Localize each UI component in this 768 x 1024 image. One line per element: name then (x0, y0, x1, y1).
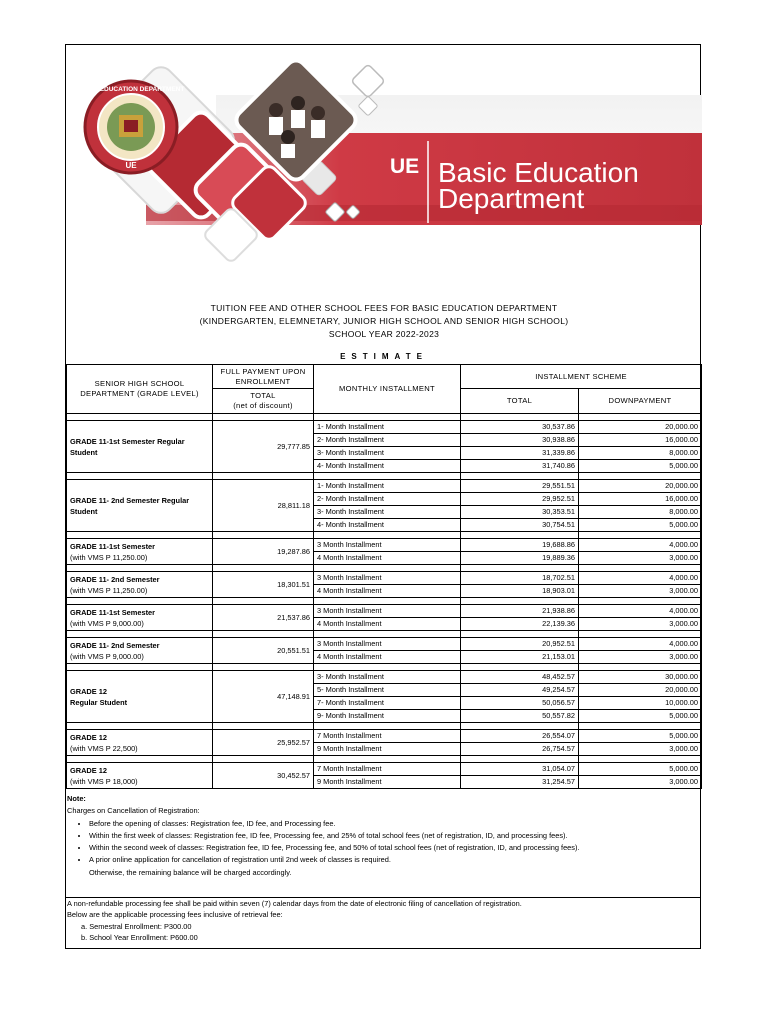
dept-line1: Basic Education (438, 157, 639, 188)
group-spacer (67, 598, 702, 605)
spacer-cell (213, 414, 314, 421)
downpayment-amount: 5,000.00 (579, 730, 702, 743)
downpayment-amount: 5,000.00 (579, 710, 702, 723)
downpayment-amount: 30,000.00 (579, 671, 702, 684)
spacer-cell (213, 532, 314, 539)
full-payment-total: 19,287.86 (213, 539, 314, 565)
spacer-cell (67, 565, 213, 572)
notes-list (67, 818, 697, 867)
installment-plan: 1- Month Installment (314, 480, 461, 493)
spacer-cell (314, 631, 461, 638)
header-downpayment: DOWNPAYMENT (579, 389, 702, 414)
table-row (67, 480, 702, 493)
installment-plan: 4 Month Installment (314, 552, 461, 565)
spacer-cell (213, 664, 314, 671)
header-banner (66, 55, 702, 275)
downpayment-amount: 8,000.00 (579, 447, 702, 460)
grade-level-name: GRADE 11-1st Semester (70, 541, 156, 551)
downpayment-amount: 3,000.00 (579, 651, 702, 664)
grade-level-cell (67, 605, 213, 631)
installment-plan: 4- Month Installment (314, 460, 461, 473)
full-payment-total: 20,551.51 (213, 638, 314, 664)
downpayment-amount: 4,000.00 (579, 638, 702, 651)
title-line2: (KINDERGARTEN, ELEMNETARY, JUNIOR HIGH SCHOOL AND SENIOR HIGH SCHOOL) (199, 316, 569, 326)
downpayment-amount: 3,000.00 (579, 552, 702, 565)
estimate-label: ESTIMATE (340, 352, 428, 361)
grade-level-name: GRADE 12 (70, 732, 107, 742)
spacer-cell (213, 473, 314, 480)
installment-total: 19,889.36 (461, 552, 579, 565)
note-label: Note: (67, 794, 86, 803)
cancellation-notes (67, 793, 697, 879)
processing-fee-section (67, 898, 697, 943)
group-spacer (67, 414, 702, 421)
spacer-cell (67, 473, 213, 480)
grade-level-sub: (with VMS P 9,000.00) (70, 651, 144, 661)
grade-level-sub: Regular Student (70, 697, 128, 707)
downpayment-amount: 3,000.00 (579, 618, 702, 631)
full-payment-total: 47,148.91 (213, 671, 314, 723)
grade-level-sub: (with VMS P 18,000) (70, 776, 138, 786)
spacer-cell (314, 723, 461, 730)
grade-level-name: GRADE 11-1st Semester Regular Student (70, 436, 185, 457)
installment-plan: 1- Month Installment (314, 421, 461, 434)
note-item: • Within the second week of classes: Registration fee, ID fee, Processing fee, and 50% of total school fees (net of registration, ID, and processing fees). (89, 842, 697, 854)
installment-plan: 4 Month Installment (314, 651, 461, 664)
installment-total: 26,754.57 (461, 743, 579, 756)
downpayment-amount: 20,000.00 (579, 684, 702, 697)
spacer-cell (579, 565, 702, 572)
grade-level-name: GRADE 11- 2nd Semester Regular Student (70, 495, 190, 516)
ue-mark: UE (390, 155, 420, 178)
note-item: • Within the first week of classes: Registration fee, ID fee, Processing fee, and 25% of total school fees (net of registration, ID, and processing fees). (89, 830, 697, 842)
header-total-net (213, 389, 314, 414)
installment-plan: 3- Month Installment (314, 447, 461, 460)
grade-level-cell (67, 572, 213, 598)
note-item: • Before the opening of classes: Registration fee, ID fee, and Processing fee. (89, 818, 697, 830)
downpayment-amount: 4,000.00 (579, 539, 702, 552)
group-spacer (67, 723, 702, 730)
downpayment-amount: 5,000.00 (579, 763, 702, 776)
installment-total: 29,952.51 (461, 493, 579, 506)
grade-level-cell (67, 421, 213, 473)
grade-level-cell (67, 539, 213, 565)
grade-level-name: GRADE 11-1st Semester (70, 607, 156, 617)
grade-level-sub: (with VMS P 11,250.00) (70, 585, 148, 595)
downpayment-amount: 20,000.00 (579, 480, 702, 493)
installment-plan: 9- Month Installment (314, 710, 461, 723)
grade-level-name: GRADE 12 (70, 686, 107, 696)
table-row (67, 605, 702, 618)
spacer-cell (314, 473, 461, 480)
installment-total: 31,339.86 (461, 447, 579, 460)
note-item: • A prior online application for cancellation of registration until 2nd week of classes is required. (89, 854, 697, 866)
installment-total: 19,688.86 (461, 539, 579, 552)
spacer-cell (579, 723, 702, 730)
installment-total: 18,702.51 (461, 572, 579, 585)
installment-plan: 3 Month Installment (314, 605, 461, 618)
installment-plan: 4 Month Installment (314, 618, 461, 631)
charges-label: Charges on Cancellation of Registration: (67, 806, 200, 816)
installment-plan: 3 Month Installment (314, 572, 461, 585)
grade-level-name: GRADE 11- 2nd Semester (70, 574, 160, 584)
installment-total: 30,754.51 (461, 519, 579, 532)
spacer-cell (213, 723, 314, 730)
spacer-cell (461, 598, 579, 605)
spacer-cell (461, 631, 579, 638)
group-spacer (67, 473, 702, 480)
installment-plan: 7 Month Installment (314, 730, 461, 743)
table-row (67, 638, 702, 651)
full-payment-total: 21,537.86 (213, 605, 314, 631)
spacer-cell (579, 414, 702, 421)
spacer-cell (461, 565, 579, 572)
banner-graphic (66, 55, 702, 275)
installment-plan: 9 Month Installment (314, 776, 461, 789)
spacer-cell (461, 664, 579, 671)
installment-plan: 4 Month Installment (314, 585, 461, 598)
installment-total: 22,139.36 (461, 618, 579, 631)
downpayment-amount: 10,000.00 (579, 697, 702, 710)
spacer-cell (213, 598, 314, 605)
installment-total: 50,056.57 (461, 697, 579, 710)
grade-level-sub: (with VMS P 22,500) (70, 743, 138, 753)
group-spacer (67, 631, 702, 638)
full-payment-total: 30,452.57 (213, 763, 314, 789)
installment-plan: 7- Month Installment (314, 697, 461, 710)
installment-plan: 3 Month Installment (314, 638, 461, 651)
downpayment-amount: 20,000.00 (579, 421, 702, 434)
document-titles (66, 302, 702, 341)
processing-item-a: a. Semestral Enrollment: P300.00 (81, 921, 192, 931)
installment-plan: 3- Month Installment (314, 671, 461, 684)
group-spacer (67, 664, 702, 671)
spacer-cell (314, 664, 461, 671)
table-row (67, 539, 702, 552)
spacer-cell (461, 723, 579, 730)
installment-total: 18,903.01 (461, 585, 579, 598)
table-row (67, 763, 702, 776)
spacer-cell (461, 532, 579, 539)
processing-line1: A non-refundable processing fee shall be paid within seven (7) calendar days from the date of electronic filing of cancellation of registration. (67, 899, 522, 908)
downpayment-amount: 16,000.00 (579, 434, 702, 447)
spacer-cell (213, 631, 314, 638)
grade-level-cell (67, 671, 213, 723)
downpayment-amount: 8,000.00 (579, 506, 702, 519)
header-scheme: INSTALLMENT SCHEME (461, 365, 702, 389)
spacer-cell (67, 631, 213, 638)
spacer-cell (67, 664, 213, 671)
processing-item-b: b. School Year Enrollment: P600.00 (81, 932, 198, 942)
dept-line2: Department (438, 183, 585, 214)
table-row (67, 671, 702, 684)
spacer-cell (579, 631, 702, 638)
spacer-cell (314, 756, 461, 763)
spacer-cell (461, 756, 579, 763)
title-line3: SCHOOL YEAR 2022-2023 (328, 329, 440, 339)
spacer-cell (314, 565, 461, 572)
full-payment-total: 25,952.57 (213, 730, 314, 756)
spacer-cell (67, 723, 213, 730)
installment-plan: 2- Month Installment (314, 493, 461, 506)
spacer-cell (314, 532, 461, 539)
installment-plan: 4- Month Installment (314, 519, 461, 532)
installment-total: 26,554.07 (461, 730, 579, 743)
downpayment-amount: 3,000.00 (579, 743, 702, 756)
fees-table (66, 364, 702, 789)
installment-total: 31,254.57 (461, 776, 579, 789)
seal-top-text: BASIC EDUCATION DEPARTMENT (77, 86, 185, 93)
header-scheme-total: TOTAL (461, 389, 579, 414)
installment-total: 21,938.86 (461, 605, 579, 618)
full-payment-total: 29,777.85 (213, 421, 314, 473)
installment-plan: 5- Month Installment (314, 684, 461, 697)
installment-plan: 9 Month Installment (314, 743, 461, 756)
downpayment-amount: 3,000.00 (579, 776, 702, 789)
table-row (67, 572, 702, 585)
downpayment-amount: 5,000.00 (579, 460, 702, 473)
installment-plan: 7 Month Installment (314, 763, 461, 776)
installment-total: 30,353.51 (461, 506, 579, 519)
installment-total: 49,254.57 (461, 684, 579, 697)
spacer-cell (461, 473, 579, 480)
full-payment-total: 18,301.51 (213, 572, 314, 598)
table-row (67, 421, 702, 434)
installment-total: 30,938.86 (461, 434, 579, 447)
header-full-payment: FULL PAYMENT UPON ENROLLMENT (213, 365, 314, 389)
downpayment-amount: 5,000.00 (579, 519, 702, 532)
spacer-cell (67, 756, 213, 763)
grade-level-cell (67, 638, 213, 664)
downpayment-amount: 3,000.00 (579, 585, 702, 598)
header-level: SENIOR HIGH SCHOOL DEPARTMENT (GRADE LEVEL) (67, 365, 213, 414)
downpayment-amount: 4,000.00 (579, 605, 702, 618)
installment-total: 30,537.86 (461, 421, 579, 434)
processing-line2: Below are the applicable processing fees inclusive of retrieval fee: (67, 910, 283, 920)
installment-total: 50,557.82 (461, 710, 579, 723)
header-monthly: MONTHLY INSTALLMENT (314, 365, 461, 414)
grade-level-cell (67, 730, 213, 756)
spacer-cell (579, 532, 702, 539)
installment-plan: 3 Month Installment (314, 539, 461, 552)
spacer-cell (461, 414, 579, 421)
grade-level-name: GRADE 12 (70, 765, 107, 775)
installment-total: 31,054.07 (461, 763, 579, 776)
installment-total: 20,952.51 (461, 638, 579, 651)
grade-level-sub: (with VMS P 9,000.00) (70, 618, 144, 628)
note-continuation: Otherwise, the remaining balance will be charged accordingly. (89, 867, 292, 877)
spacer-cell (579, 598, 702, 605)
grade-level-name: GRADE 11- 2nd Semester (70, 640, 160, 650)
table-row (67, 730, 702, 743)
installment-plan: 2- Month Installment (314, 434, 461, 447)
seal-bottom-text: UE (125, 161, 137, 170)
spacer-cell (314, 414, 461, 421)
spacer-cell (213, 565, 314, 572)
spacer-cell (579, 664, 702, 671)
full-payment-total: 28,811.18 (213, 480, 314, 532)
installment-total: 21,153.01 (461, 651, 579, 664)
installment-total: 29,551.51 (461, 480, 579, 493)
group-spacer (67, 532, 702, 539)
spacer-cell (67, 532, 213, 539)
title-line1: TUITION FEE AND OTHER SCHOOL FEES FOR BASIC EDUCATION DEPARTMENT (210, 303, 558, 313)
installment-total: 48,452.57 (461, 671, 579, 684)
header-net: (net of discount) (233, 401, 293, 410)
installment-total: 31,740.86 (461, 460, 579, 473)
spacer-cell (67, 598, 213, 605)
spacer-cell (67, 414, 213, 421)
grade-level-cell (67, 480, 213, 532)
downpayment-amount: 16,000.00 (579, 493, 702, 506)
spacer-cell (579, 756, 702, 763)
installment-plan: 3- Month Installment (314, 506, 461, 519)
spacer-cell (213, 756, 314, 763)
spacer-cell (314, 598, 461, 605)
group-spacer (67, 756, 702, 763)
grade-level-cell (67, 763, 213, 789)
group-spacer (67, 565, 702, 572)
header-total: TOTAL (250, 391, 276, 400)
grade-level-sub: (with VMS P 11,250.00) (70, 552, 148, 562)
spacer-cell (579, 473, 702, 480)
downpayment-amount: 4,000.00 (579, 572, 702, 585)
